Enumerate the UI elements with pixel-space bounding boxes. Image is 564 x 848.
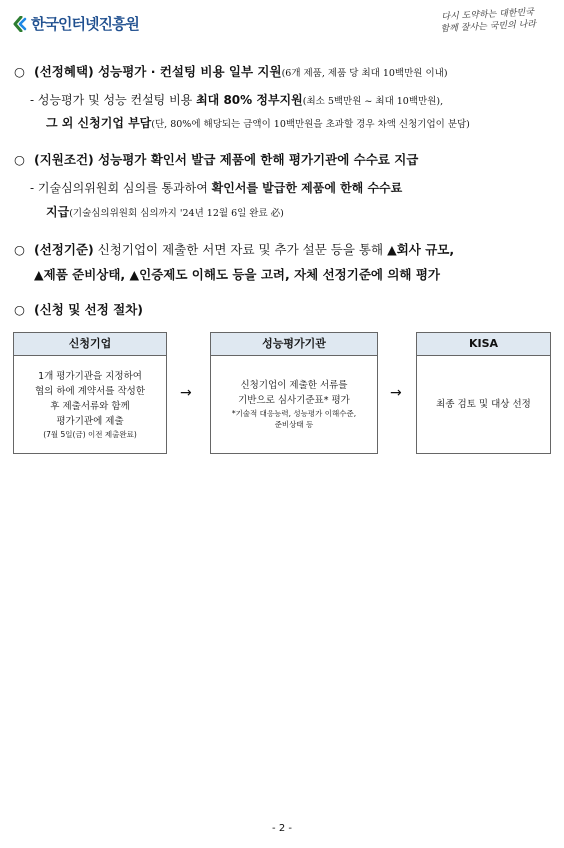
criteria-heading (14, 238, 454, 261)
flow-box-body (211, 356, 377, 452)
flow-box-applicant (13, 332, 167, 454)
condition-detail-note: (기술심의위원회 심의까지 '24년 12월 6일 완료 必) (69, 208, 284, 219)
flow-box-title: 성능평가기관 (211, 333, 377, 356)
benefit-detail-note: (최소 5백만원 ~ 최대 10백만원), (302, 96, 444, 107)
procedure-title: (신청 및 선정 절차) (34, 302, 144, 317)
flow-box-body (14, 356, 166, 452)
right-arrow-icon: → (180, 385, 192, 401)
circle-bullet-icon: ○ (14, 302, 25, 317)
flow-box-note: 준비상태 등 (274, 420, 314, 429)
condition-heading (14, 148, 418, 171)
condition-detail-bold: 확인서를 발급한 제품에 한해 수수료 (211, 181, 403, 195)
org-logo (12, 13, 139, 34)
flow-box-note: (7월 5일(금) 이전 제출완료) (43, 429, 137, 439)
condition-detail-1 (30, 177, 402, 199)
right-arrow-icon: → (390, 385, 402, 401)
benefit-detail-note-2: (단, 80%에 해당되는 금액이 10백만원을 초과할 경우 차액 신청기업이 분담) (151, 119, 470, 130)
circle-bullet-icon: ○ (14, 64, 25, 79)
flow-box-line: 1개 평가기관을 지정하여 (38, 370, 142, 382)
condition-detail-2 (46, 201, 284, 225)
condition-detail-text: 기술심의위원회 심의를 통과하여 (37, 181, 208, 195)
criteria-bold-2: ▲제품 준비상태, ▲인증제도 이해도 등을 고려, 자체 선정기준에 의해 평가 (34, 267, 440, 282)
flow-box-note: *기술적 대응능력, 성능평가 이해수준, (231, 409, 357, 418)
page-header (0, 0, 564, 44)
slogan-line-2: 함께 잘사는 국민의 나라 (440, 19, 537, 35)
benefit-detail-bold: 최대 80% 정부지원 (196, 93, 303, 107)
flow-box-line: 협의 하에 계약서를 작성한 (34, 385, 145, 397)
benefit-detail-1 (30, 89, 443, 113)
flow-box-line: 기반으로 심사기준표* 평가 (238, 395, 350, 406)
condition-title: (지원조건) 성능평가 확인서 발급 제품에 한해 평가기관에 수수료 지급 (34, 152, 419, 167)
benefit-note: (6개 제품, 제품 당 최대 10백만원 이내) (281, 68, 448, 79)
benefit-detail-2 (46, 112, 470, 136)
circle-bullet-icon: ○ (14, 152, 25, 167)
org-name: 한국인터넷진흥원 (31, 15, 139, 33)
criteria-bold-1: ▲회사 규모, (387, 242, 455, 257)
flow-box-line: 신청기업이 제출한 서류를 (240, 380, 348, 391)
circle-bullet-icon: ○ (14, 242, 25, 257)
flow-box-line: 최종 검토 및 대상 선정 (436, 398, 531, 410)
flow-box-line: 후 제출서류와 함께 (50, 400, 130, 412)
criteria-text: 신청기업이 제출한 서면 자료 및 추가 설문 등을 통해 (97, 242, 384, 257)
kisa-logo-icon (12, 16, 28, 32)
benefit-detail-bold-2: 그 외 신청기업 부담 (46, 116, 152, 130)
procedure-heading (14, 298, 143, 321)
flow-box-line: 평가기관에 제출 (56, 415, 124, 427)
dash-bullet: - (30, 93, 35, 107)
flow-box-title: 신청기업 (14, 333, 166, 356)
flow-box-body (417, 356, 550, 452)
criteria-label: (선정기준) (34, 242, 94, 257)
flow-box-kisa (416, 332, 551, 454)
flow-box-title: KISA (417, 333, 550, 356)
flow-box-evaluator (210, 332, 378, 454)
dash-bullet: - (30, 181, 35, 195)
page-number: - 2 - (272, 823, 292, 834)
condition-detail-bold-2: 지급 (46, 205, 70, 219)
criteria-line-2 (34, 263, 440, 286)
benefit-title: (선정혜택) 성능평가 · 컨설팅 비용 일부 지원 (34, 64, 282, 79)
slogan (427, 6, 548, 36)
benefit-detail-text: 성능평가 및 성능 컨설팅 비용 (37, 93, 193, 107)
slogan-line-1: 다시 도약하는 대한민국 (441, 7, 535, 23)
benefit-heading (14, 60, 448, 85)
